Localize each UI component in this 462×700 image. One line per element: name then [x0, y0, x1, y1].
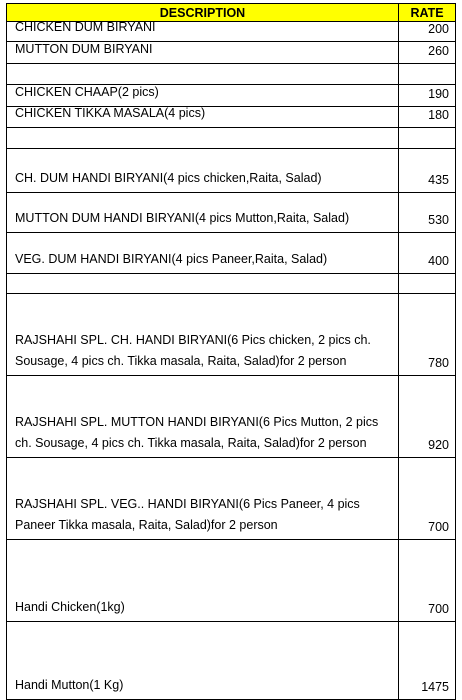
item-rate: 435 — [428, 173, 449, 187]
table-row — [6, 458, 456, 540]
item-description: CH. DUM HANDI BIRYANI(4 pics chicken,Raita, Salad) — [15, 171, 322, 185]
item-rate: 1475 — [421, 680, 449, 694]
table-row — [6, 193, 456, 233]
item-rate: 180 — [428, 108, 449, 122]
item-description: RAJSHAHI SPL. CH. HANDI BIRYANI(6 Pics chicken, 2 pics ch. Sousage, 4 pics ch. Tikka masala, Raita, Salad)for 2 person — [15, 333, 371, 368]
table-row-empty — [6, 274, 456, 294]
item-rate: 780 — [428, 356, 449, 370]
item-description: CHICKEN TIKKA MASALA(4 pics) — [15, 106, 206, 120]
table-row-empty — [6, 128, 456, 149]
description-column-header: DESCRIPTION — [7, 4, 399, 21]
item-description: Handi Chicken(1kg) — [15, 600, 125, 614]
table-row — [6, 622, 456, 700]
item-description: CHICKEN DUM BIRYANI — [15, 20, 156, 34]
rate-column-header: RATE — [410, 5, 444, 20]
item-description: MUTTON DUM HANDI BIRYANI(4 pics Mutton,Raita, Salad) — [15, 211, 350, 225]
table-row — [6, 540, 456, 622]
table-row — [6, 233, 456, 274]
table-row — [6, 42, 456, 64]
item-description: RAJSHAHI SPL. MUTTON HANDI BIRYANI(6 Pics Mutton, 2 pics ch. Sousage, 4 pics ch. Tikka masala, Raita, Salad)for 2 person — [15, 415, 379, 450]
item-rate: 400 — [428, 254, 449, 268]
item-rate: 190 — [428, 87, 449, 101]
table-row — [6, 107, 456, 128]
item-rate: 920 — [428, 438, 449, 452]
table-row — [6, 294, 456, 376]
table-row — [6, 149, 456, 193]
item-rate: 700 — [428, 520, 449, 534]
item-description: VEG. DUM HANDI BIRYANI(4 pics Paneer,Raita, Salad) — [15, 252, 328, 266]
item-description: Handi Mutton(1 Kg) — [15, 678, 124, 692]
item-description: MUTTON DUM BIRYANI — [15, 42, 153, 56]
table-row — [6, 376, 456, 458]
item-rate: 260 — [428, 44, 449, 58]
item-description: CHICKEN CHAAP(2 pics) — [15, 85, 159, 99]
item-rate: 200 — [428, 22, 449, 36]
item-rate: 700 — [428, 602, 449, 616]
item-rate: 530 — [428, 213, 449, 227]
rate-card-table — [6, 3, 456, 700]
item-description: RAJSHAHI SPL. VEG.. HANDI BIRYANI(6 Pics Paneer, 4 pics Paneer Tikka masala, Raita, Salad)for 2 person — [15, 497, 360, 532]
